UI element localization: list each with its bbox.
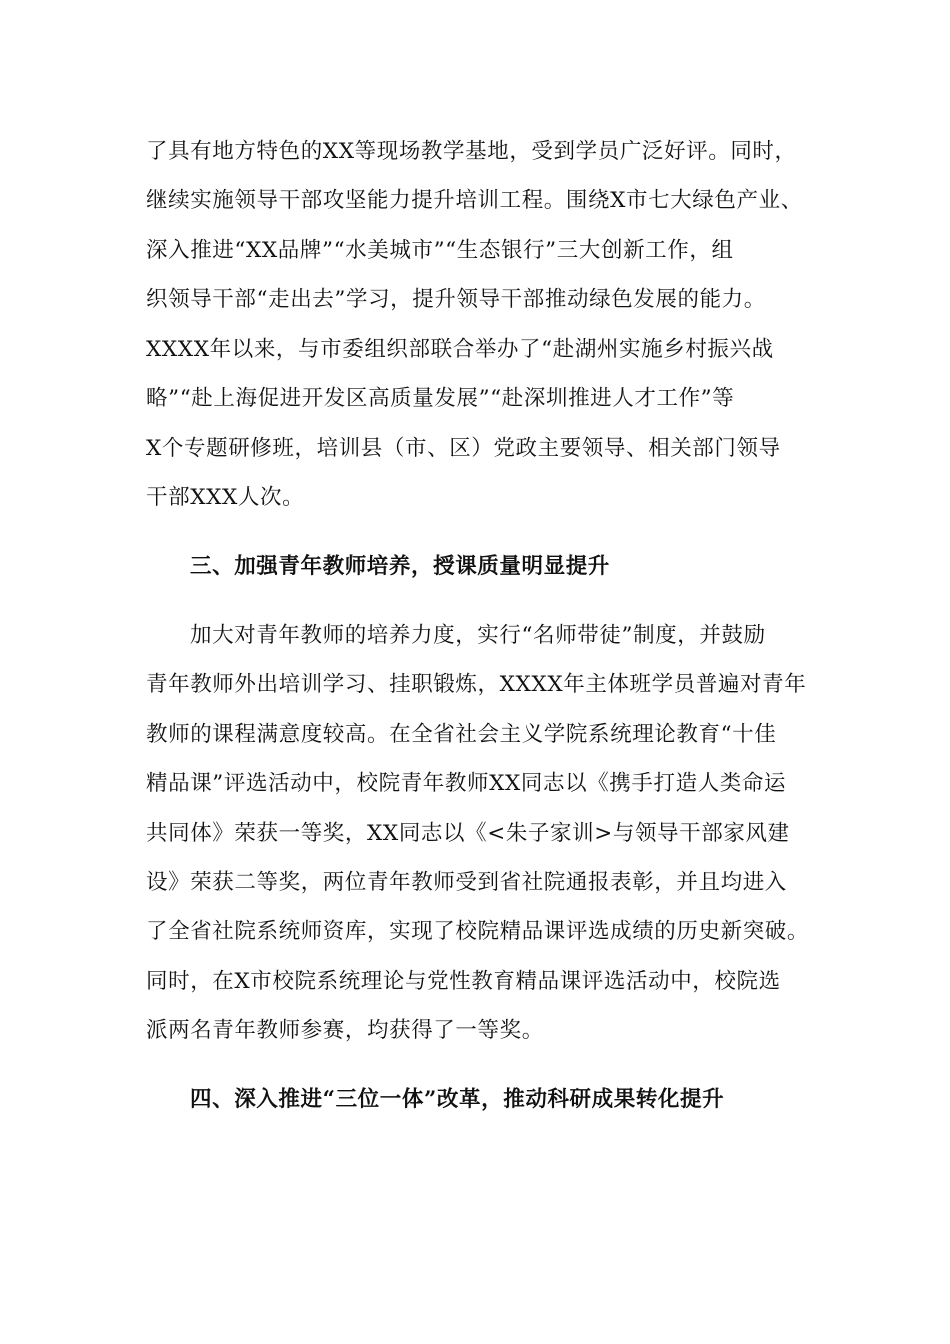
section-heading-4: 四、深入推进“三位一体”改革，推动科研成果转化提升	[190, 1087, 725, 1112]
paragraph-2-line-8: 同时，在X市校院系统理论与党性教育精品课评选活动中，校院选	[146, 969, 781, 994]
paragraph-2-line-7: 了全省社院系统师资库，实现了校院精品课评选成绩的历史新突破。	[146, 919, 810, 944]
paragraph-2-line-9: 派两名青年教师参赛，均获得了一等奖。	[146, 1018, 544, 1043]
paragraph-1-line-1: 了具有地方特色的XX等现场教学基地，受到学员广泛好评。同时，	[146, 139, 797, 164]
paragraph-2-line-4: 精品课”评选活动中，校院青年教师XX同志以《携手打造人类命运	[146, 771, 787, 796]
paragraph-2-line-5: 共同体》荣获一等奖，XX同志以《<朱子家训>与领导干部家风建	[146, 821, 790, 846]
section-heading-3: 三、加强青年教师培养，授课质量明显提升	[190, 554, 610, 579]
paragraph-1-line-5: XXXX年以来，与市委组织部联合举办了“赴湖州实施乡村振兴战	[146, 337, 774, 362]
paragraph-1-line-7: X个专题研修班，培训县（市、区）党政主要领导、相关部门领导	[146, 436, 781, 461]
paragraph-1-line-8: 干部XXX人次。	[146, 485, 305, 510]
paragraph-1-line-3: 深入推进“XX品牌”“水美城市”“生态银行”三大创新工作，组	[146, 238, 734, 263]
paragraph-1-line-4: 织领导干部“走出去”学习，提升领导干部推动绿色发展的能力。	[146, 287, 766, 312]
paragraph-1-line-6: 略”“赴上海促进开发区高质量发展”“赴深圳推进人才工作”等	[146, 386, 735, 411]
paragraph-1-line-2: 继续实施领导干部攻坚能力提升培训工程。围绕X市七大绿色产业、	[146, 188, 803, 213]
paragraph-2-line-6: 设》荣获二等奖，两位青年教师受到省社院通报表彰，并且均进入	[146, 870, 787, 895]
paragraph-2-line-3: 教师的课程满意度较高。在全省社会主义学院系统理论教育“十佳	[146, 722, 777, 747]
paragraph-2-line-2: 青年教师外出培训学习、挂职锻炼，XXXX年主体班学员普遍对青年	[146, 672, 807, 697]
paragraph-2-line-1: 加大对青年教师的培养力度，实行“名师带徒”制度，并鼓励	[190, 623, 766, 648]
